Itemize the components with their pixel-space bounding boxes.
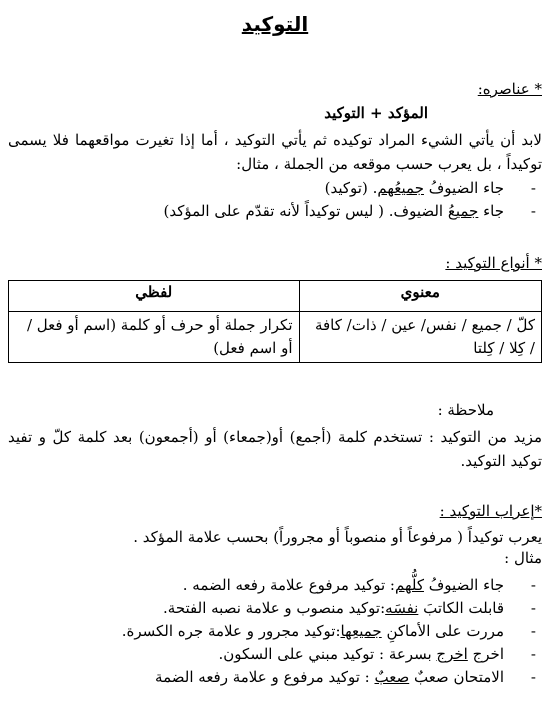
note-text: مزيد من التوكيد : تستخدم كلمة (أجمع) أو(جمعاء) أو (أجمعون) بعد كلمة كلّ و تفيد توكيد التوكيد.: [8, 428, 542, 470]
elements-examples: [8, 177, 542, 223]
column-header: معنوي: [299, 281, 542, 312]
note-heading: ملاحظة :: [437, 401, 494, 419]
elements-subheading: المؤكد + التوكيد: [324, 104, 428, 122]
parsing-examples: [8, 574, 542, 689]
list-item: - قابلت الكاتبَ نفسَه:توكيد منصوب و علامة نصبه الفتحة.: [8, 597, 542, 620]
column-header: لفظي: [9, 281, 300, 312]
parsing-heading: *إعراب التوكيد :: [439, 502, 542, 520]
list-item: - مررت على الأماكنِ جميعِها:توكيد مجرور و علامة جره الكسرة.: [8, 620, 542, 643]
list-item: - الامتحان صعبٌ صعبٌ : توكيد مرفوع و علامة رفعه الضمة: [8, 666, 542, 689]
elements-heading: * عناصره:: [477, 80, 542, 98]
types-table: [8, 280, 542, 363]
types-heading: * أنواع التوكيد :: [445, 254, 542, 272]
table-header-row: [9, 281, 542, 312]
list-item: - اخرج اخرج بسرعة : توكيد مبني على السكون.: [8, 643, 542, 666]
elements-paragraph: لابد أن يأتي الشيء المراد توكيده ثم يأتي التوكيد ، أما إذا تغيرت مواقعهما فلا يسمى توكيداً ، بل يعرب حسب موقعه من الجملة ، مثال:: [8, 131, 542, 173]
example-label: مثال :: [504, 549, 542, 567]
list-item: - جاء الضيوفُ كلُّهم: توكيد مرفوع علامة رفعه الضمه .: [8, 574, 542, 597]
list-item: - جاء الضيوفُ جميعُهم. (توكيد): [8, 177, 542, 200]
list-item: - جاء جميعُ الضيوف. ( ليس توكيداً لأنه تقدّم على المؤكد): [8, 200, 542, 223]
table-cell: تكرار جملة أو حرف أو كلمة (اسم أو فعل / أو اسم فعل): [9, 312, 300, 363]
table-row: [9, 312, 542, 363]
page-title: التوكيد: [241, 12, 309, 36]
parsing-text: يعرب توكيداً ( مرفوعاً أو منصوباً أو مجروراً) بحسب علامة المؤكد .: [133, 528, 542, 546]
table-cell: كلّ / جميع / نفس/ عين / ذات/ كافة / كِلا / كِلتا: [299, 312, 542, 363]
